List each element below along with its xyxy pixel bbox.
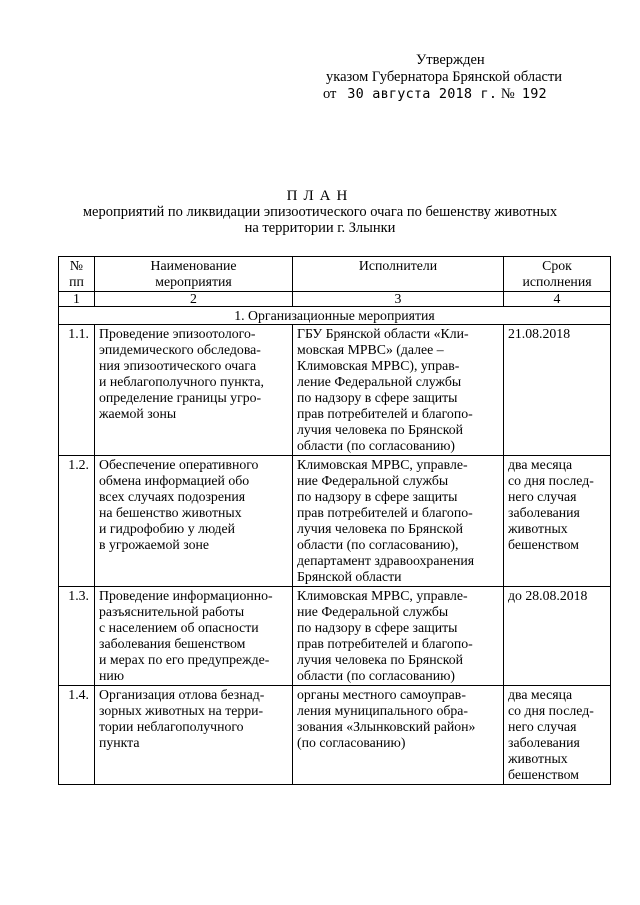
row-activity-line: определение границы угро- bbox=[99, 390, 262, 405]
row-activity bbox=[95, 686, 293, 785]
approval-date-prefix: от bbox=[323, 86, 337, 102]
row-number: 1.3. bbox=[59, 587, 95, 686]
table-row bbox=[59, 325, 611, 456]
row-number: 1.4. bbox=[59, 686, 95, 785]
row-term-line: два месяца bbox=[508, 687, 573, 702]
row-activity-line: зорных животных на терри- bbox=[99, 703, 264, 718]
row-activity-line: нию bbox=[99, 668, 125, 683]
row-executors-line: Брянской области bbox=[297, 569, 402, 584]
row-executors-line: (по согласованию) bbox=[297, 735, 406, 750]
row-executors-line: мовская МРВС» (далее – bbox=[297, 342, 444, 357]
row-executors-line: прав потребителей и благопо- bbox=[297, 636, 473, 651]
row-activity bbox=[95, 325, 293, 456]
plan-subtitle-line1: мероприятий по ликвидации эпизоотического очага по бешенству животных bbox=[82, 204, 558, 220]
header-executors bbox=[293, 257, 504, 292]
header-num-line: № bbox=[69, 258, 84, 273]
row-activity-line: Проведение эпизоотолого- bbox=[99, 326, 256, 341]
row-activity-line: пункта bbox=[99, 735, 140, 750]
row-activity-line: разъяснительной работы bbox=[99, 604, 245, 619]
header-term bbox=[504, 257, 611, 292]
row-executors bbox=[293, 325, 504, 456]
row-activity-line: Обеспечение оперативного bbox=[99, 457, 259, 472]
header-name-line: мероприятия bbox=[155, 274, 232, 289]
row-activity-line: жаемой зоны bbox=[99, 406, 177, 421]
row-term-line: бешенством bbox=[508, 767, 580, 782]
row-executors-line: прав потребителей и благопо- bbox=[297, 505, 473, 520]
row-term-line: до 28.08.2018 bbox=[508, 588, 588, 603]
header-term-line: Срок bbox=[542, 258, 572, 273]
row-term-line: него случая bbox=[508, 719, 577, 734]
column-index: 2 bbox=[95, 292, 293, 307]
approval-title: Утвержден bbox=[416, 52, 485, 68]
column-index: 1 bbox=[59, 292, 95, 307]
row-activity-line: и мерах по его предупрежде- bbox=[99, 652, 270, 667]
row-term-line: два месяца bbox=[508, 457, 573, 472]
row-term bbox=[504, 686, 611, 785]
column-index-row bbox=[59, 292, 611, 307]
row-executors-line: ние Федеральной службы bbox=[297, 604, 449, 619]
column-index: 3 bbox=[293, 292, 504, 307]
plan-subtitle-line2: на территории г. Злынки bbox=[244, 220, 396, 236]
section-row bbox=[59, 307, 611, 325]
row-executors bbox=[293, 456, 504, 587]
header-executors-line: Исполнители bbox=[358, 258, 438, 273]
row-activity-line: обмена информацией обо bbox=[99, 473, 250, 488]
row-executors-line: Климовская МРВС, управле- bbox=[297, 588, 468, 603]
row-executors-line: прав потребителей и благопо- bbox=[297, 406, 473, 421]
row-term-line: животных bbox=[508, 521, 568, 536]
row-activity-line: ния эпизоотического очага bbox=[99, 358, 257, 373]
plan-table bbox=[58, 256, 611, 785]
header-num bbox=[59, 257, 95, 292]
row-executors-line: ние Федеральной службы bbox=[297, 473, 449, 488]
row-activity-line: Организация отлова безнад- bbox=[99, 687, 265, 702]
row-executors-line: Климовская МРВС), управ- bbox=[297, 358, 460, 373]
row-term-line: заболевания bbox=[508, 505, 580, 520]
row-number: 1.2. bbox=[59, 456, 95, 587]
table-row bbox=[59, 686, 611, 785]
table-header-row bbox=[59, 257, 611, 292]
row-activity-line: тории неблагополучного bbox=[99, 719, 244, 734]
section-title: 1. Организационные мероприятия bbox=[59, 307, 611, 325]
row-activity-line: заболевания бешенством bbox=[99, 636, 246, 651]
approval-date: 30 августа 2018 г. bbox=[347, 86, 498, 102]
row-term-line: 21.08.2018 bbox=[508, 326, 571, 341]
table-row bbox=[59, 456, 611, 587]
row-executors-line: области (по согласованию) bbox=[297, 438, 456, 453]
row-executors-line: ления муниципального обра- bbox=[297, 703, 469, 718]
header-name bbox=[95, 257, 293, 292]
row-executors-line: органы местного самоуправ- bbox=[297, 687, 466, 702]
row-executors-line: лучия человека по Брянской bbox=[297, 422, 464, 437]
row-activity bbox=[95, 456, 293, 587]
row-activity-line: и неблагополучного пункта, bbox=[99, 374, 264, 389]
row-executors-line: ление Федеральной службы bbox=[297, 374, 462, 389]
row-term-line: заболевания bbox=[508, 735, 580, 750]
row-activity bbox=[95, 587, 293, 686]
row-activity-line: и гидрофобию у людей bbox=[99, 521, 236, 536]
row-term-line: со дня послед- bbox=[508, 703, 594, 718]
approval-date-line bbox=[323, 86, 547, 103]
table-row bbox=[59, 587, 611, 686]
row-term-line: животных bbox=[508, 751, 568, 766]
row-executors bbox=[293, 686, 504, 785]
row-activity-line: всех случаях подозрения bbox=[99, 489, 246, 504]
header-name-line: Наименование bbox=[150, 258, 237, 273]
row-executors-line: по надзору в сфере защиты bbox=[297, 620, 458, 635]
row-number: 1.1. bbox=[59, 325, 95, 456]
row-executors-line: области (по согласованию) bbox=[297, 668, 456, 683]
approval-number-sign: № bbox=[500, 86, 515, 102]
row-executors-line: лучия человека по Брянской bbox=[297, 652, 464, 667]
row-executors-line: зования «Злынковский район» bbox=[297, 719, 476, 734]
row-activity-line: эпидемического обследова- bbox=[99, 342, 261, 357]
row-term bbox=[504, 456, 611, 587]
row-activity-line: в угрожаемой зоне bbox=[99, 537, 209, 552]
row-term bbox=[504, 325, 611, 456]
approval-decree: указом Губернатора Брянской области bbox=[326, 69, 563, 85]
row-term-line: него случая bbox=[508, 489, 577, 504]
header-num-line: пп bbox=[69, 274, 84, 289]
row-term-line: со дня послед- bbox=[508, 473, 594, 488]
row-executors-line: по надзору в сфере защиты bbox=[297, 390, 458, 405]
document-title bbox=[0, 188, 640, 236]
row-activity-line: на бешенство животных bbox=[99, 505, 242, 520]
header-term-line: исполнения bbox=[522, 274, 592, 289]
row-executors-line: ГБУ Брянской области «Кли- bbox=[297, 326, 469, 341]
row-executors-line: области (по согласованию), bbox=[297, 537, 459, 552]
row-executors-line: по надзору в сфере защиты bbox=[297, 489, 458, 504]
row-executors-line: департамент здравоохранения bbox=[297, 553, 475, 568]
row-executors bbox=[293, 587, 504, 686]
row-activity-line: с населением об опасности bbox=[99, 620, 259, 635]
row-term bbox=[504, 587, 611, 686]
row-executors-line: лучия человека по Брянской bbox=[297, 521, 464, 536]
plan-heading: ПЛАН bbox=[286, 188, 354, 204]
row-term-line: бешенством bbox=[508, 537, 580, 552]
approval-number: 192 bbox=[521, 86, 547, 102]
row-activity-line: Проведение информационно- bbox=[99, 588, 273, 603]
column-index: 4 bbox=[504, 292, 611, 307]
row-executors-line: Климовская МРВС, управле- bbox=[297, 457, 468, 472]
